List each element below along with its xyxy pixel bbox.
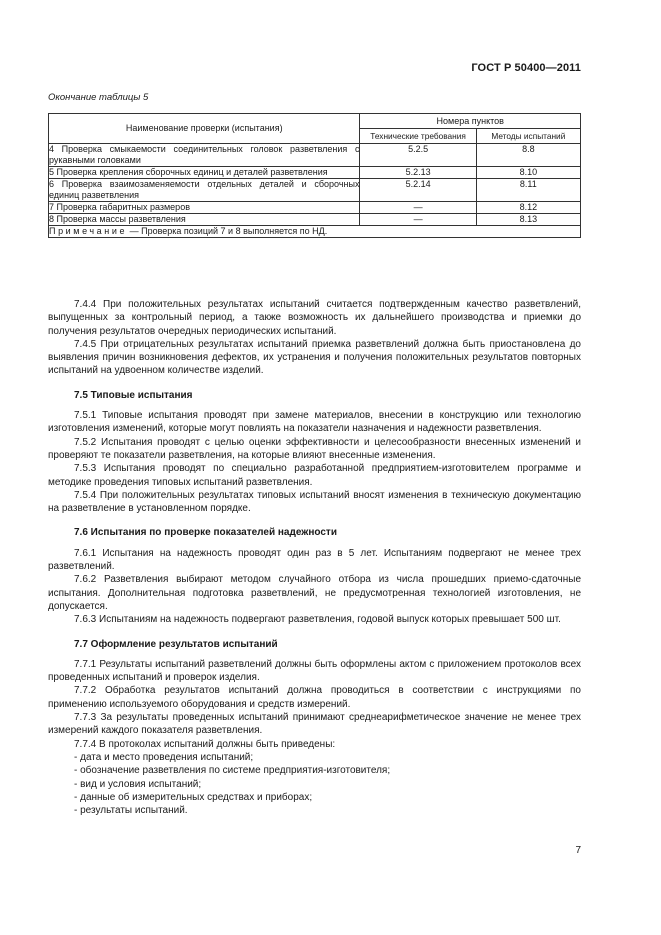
table-row <box>49 167 581 179</box>
paragraph-7-7-4: 7.7.4 В протоколах испытаний должны быть приведены: <box>74 738 336 750</box>
paragraph-7-6-2: 7.6.2 Разветвления выбирают методом случайного отбора из числа прошедших приемо-сдаточные испытания. Дополнительная подготовка разветвлений, не предусмотренная технологией изготовления, не допускается. <box>48 574 581 612</box>
table-row <box>49 144 581 167</box>
heading-7-6: 7.6 Испытания по проверке показателей надежности <box>74 527 337 539</box>
row-method: 8.8 <box>476 144 580 167</box>
row-method: 8.10 <box>476 167 580 179</box>
row-name: 6 Проверка взаимозаменяемости отдельных деталей и сборочных единиц разветвления <box>49 179 360 200</box>
paragraph-7-6-3: 7.6.3 Испытаниям на надежность подвергают разветвления, годовой выпуск которых превышает 500 шт. <box>74 614 561 626</box>
heading-7-5: 7.5 Типовые испытания <box>74 389 193 401</box>
list-item: - обозначение разветвления по системе предприятия-изготовителя; <box>74 765 391 777</box>
list-item: - дата и место проведения испытаний; <box>74 751 254 763</box>
paragraph-7-5-4: 7.5.4 При положительных результатах типовых испытаний вносят изменения в техническую документацию на разветвление в установленном порядке. <box>48 489 581 515</box>
table-caption: Окончание таблицы 5 <box>48 92 149 103</box>
row-req: 5.2.14 <box>360 179 476 202</box>
list-item: - вид и условия испытаний; <box>74 778 202 790</box>
paragraph-7-7-2: 7.7.2 Обработка результатов испытаний должна проводиться в соответствии с инструкциями по применению используемого оборудования и средств измерений. <box>48 685 581 710</box>
note-label: Примечание <box>49 226 128 236</box>
col-name-header: Наименование проверки (испытания) <box>49 114 360 144</box>
paragraph-7-5-2: 7.5.2 Испытания проводят с целью оценки эффективности и целесообразности внесенных изменений и проверяют те показатели разветвления, на которые влияют внесенные изменения. <box>48 436 581 461</box>
paragraph-7-4-4: 7.4.4 При положительных результатах испытаний считается подтвержденным качество разветвлений, выпущенных за контрольный период, а также возможность их дальнейшего производства и приемки до получения результатов очередных периодических испытаний. <box>48 299 581 337</box>
row-name: 4 Проверка смыкаемости соединительных головок разветвления с рукавными головками <box>49 144 360 165</box>
paragraph-7-5-1: 7.5.1 Типовые испытания проводят при замене материалов, внесении в конструкцию или технологию изготовления изменений, которые могут повлиять на показатели назначения и надежности разветвления. <box>48 410 581 435</box>
row-name: 8 Проверка массы разветвления <box>49 214 360 226</box>
table-note <box>49 226 581 238</box>
row-method: 8.12 <box>476 202 580 214</box>
page-number: 7 <box>575 845 581 856</box>
table-row <box>49 202 581 214</box>
row-method: 8.11 <box>476 179 580 202</box>
row-req: 5.2.5 <box>360 144 476 167</box>
paragraph-7-4-5: 7.4.5 При отрицательных результатах испытаний приемка разветвлений должна быть приостановлена до выявления причин возникновения дефектов, их устранения и получения положительных результатов повторных испытаний на удвоенном количестве изделий. <box>48 338 581 377</box>
body-text <box>48 298 581 817</box>
col-req-header: Технические требования <box>360 129 476 144</box>
standard-code: ГОСТ Р 50400—2011 <box>471 62 581 74</box>
paragraph-7-6-1: 7.6.1 Испытания на надежность проводят один раз в 5 лет. Испытаниям подвергают не менее трех разветвлений. <box>48 547 581 573</box>
row-name: 5 Проверка крепления сборочных единиц и деталей разветвления <box>49 167 360 179</box>
row-req: 5.2.13 <box>360 167 476 179</box>
table-row <box>49 214 581 226</box>
paragraph-7-7-1: 7.7.1 Результаты испытаний разветвлений должны быть оформлены актом с приложением протоколов всех проведенных испытаний и проверок изделия. <box>48 658 581 684</box>
paragraph-7-7-3: 7.7.3 За результаты проведенных испытаний принимают среднеарифметическое значение не менее трех измерений каждого показателя разветвления. <box>48 712 581 737</box>
table-5 <box>48 113 581 238</box>
row-name: 7 Проверка габаритных размеров <box>49 202 360 214</box>
list-item: - результаты испытаний. <box>74 805 188 817</box>
row-req: — <box>360 202 476 214</box>
table-note-row <box>49 226 581 238</box>
row-req: — <box>360 214 476 226</box>
row-method: 8.13 <box>476 214 580 226</box>
table-row <box>49 179 581 202</box>
note-text: — Проверка позиций 7 и 8 выполняется по НД. <box>127 226 328 236</box>
heading-7-7: 7.7 Оформление результатов испытаний <box>74 638 278 650</box>
col-group-header: Номера пунктов <box>360 114 581 129</box>
paragraph-7-5-3: 7.5.3 Испытания проводят по специально разработанной предприятием-изготовителем программе и методике проведения типовых испытаний разветвления. <box>48 463 581 488</box>
col-method-header: Методы испытаний <box>476 129 580 144</box>
list-item: - данные об измерительных средствах и приборах; <box>74 791 313 803</box>
